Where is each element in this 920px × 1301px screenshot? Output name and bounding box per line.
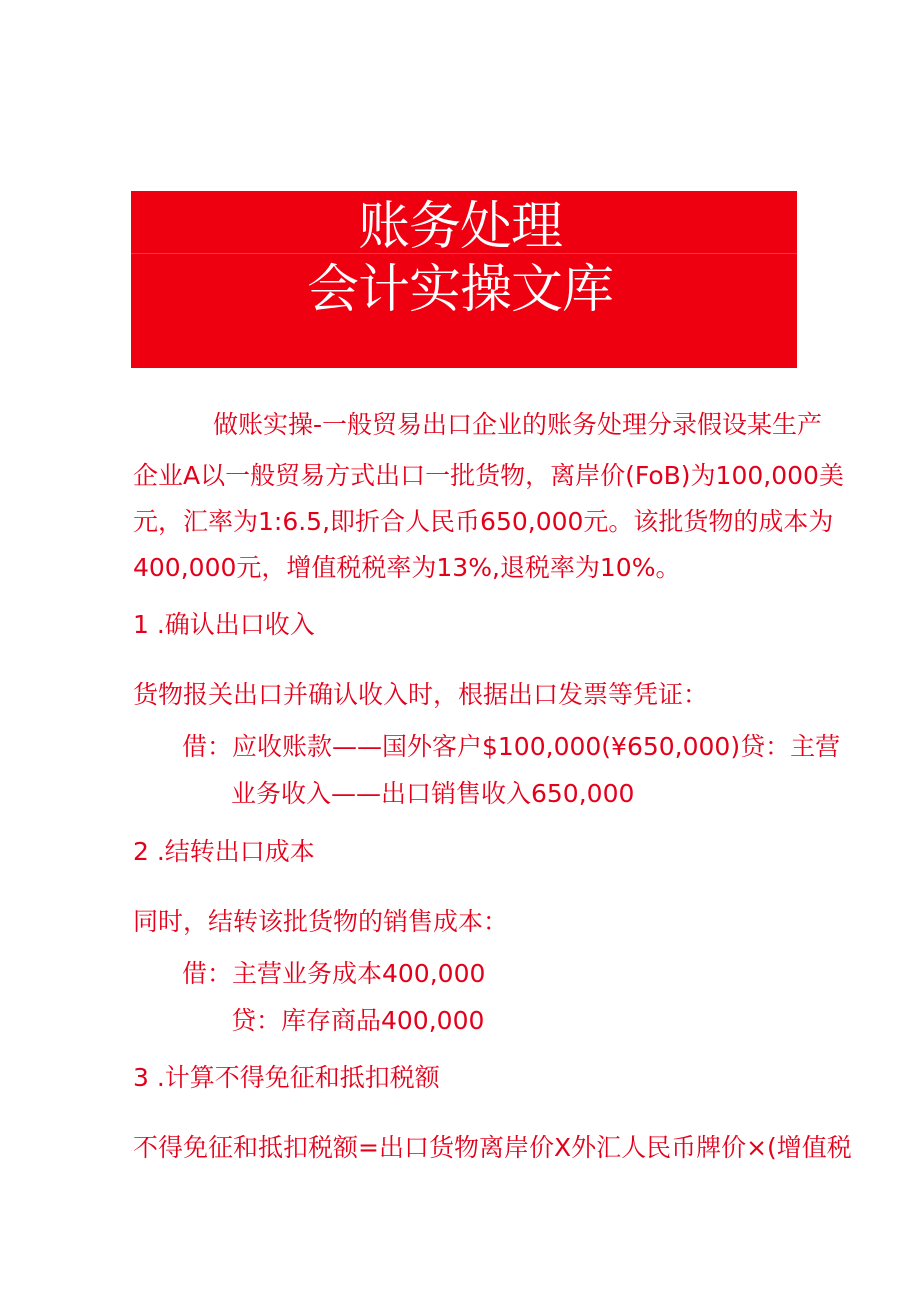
section-3-heading: 3 .计算不得免征和抵扣税额 [133,1063,440,1092]
section-1-description: 货物报关出口并确认收入时，根据出口发票等凭证： [133,680,709,709]
section-2-heading: 2 .结转出口成本 [133,837,315,866]
banner-title-line1: 账务处理 [357,197,562,257]
intro-line-1: 做账实操-一般贸易出口企业的账务处理分录假设某生产 [213,410,823,439]
intro-line-2: 企业A以一般贸易方式出口一批货物，离岸价(FoB)为100,000美 [133,461,844,490]
section-2-credit-entry: 贷：库存商品400,000 [231,1006,485,1035]
section-2-description: 同时，结转该批货物的销售成本： [133,907,509,936]
intro-line-3: 元，汇率为1:6.5,即折合人民币650,000元。该批货物的成本为 [133,507,834,536]
section-1-entry-line-2: 业务收入——出口销售收入650,000 [231,779,635,808]
section-3-formula: 不得免征和抵扣税额=出口货物离岸价X外汇人民币牌价×(增值税 [133,1133,852,1162]
banner-title-line2: 会计实操文库 [306,260,613,320]
intro-line-4: 400,000元，增值税税率为13%,退税率为10%。 [133,553,681,582]
section-1-heading: 1 .确认出口收入 [133,610,315,639]
section-1-entry-line-1: 借：应收账款——国外客户$100,000(¥650,000)贷：主营 [182,732,841,761]
section-2-debit-entry: 借：主营业务成本400,000 [182,959,486,988]
